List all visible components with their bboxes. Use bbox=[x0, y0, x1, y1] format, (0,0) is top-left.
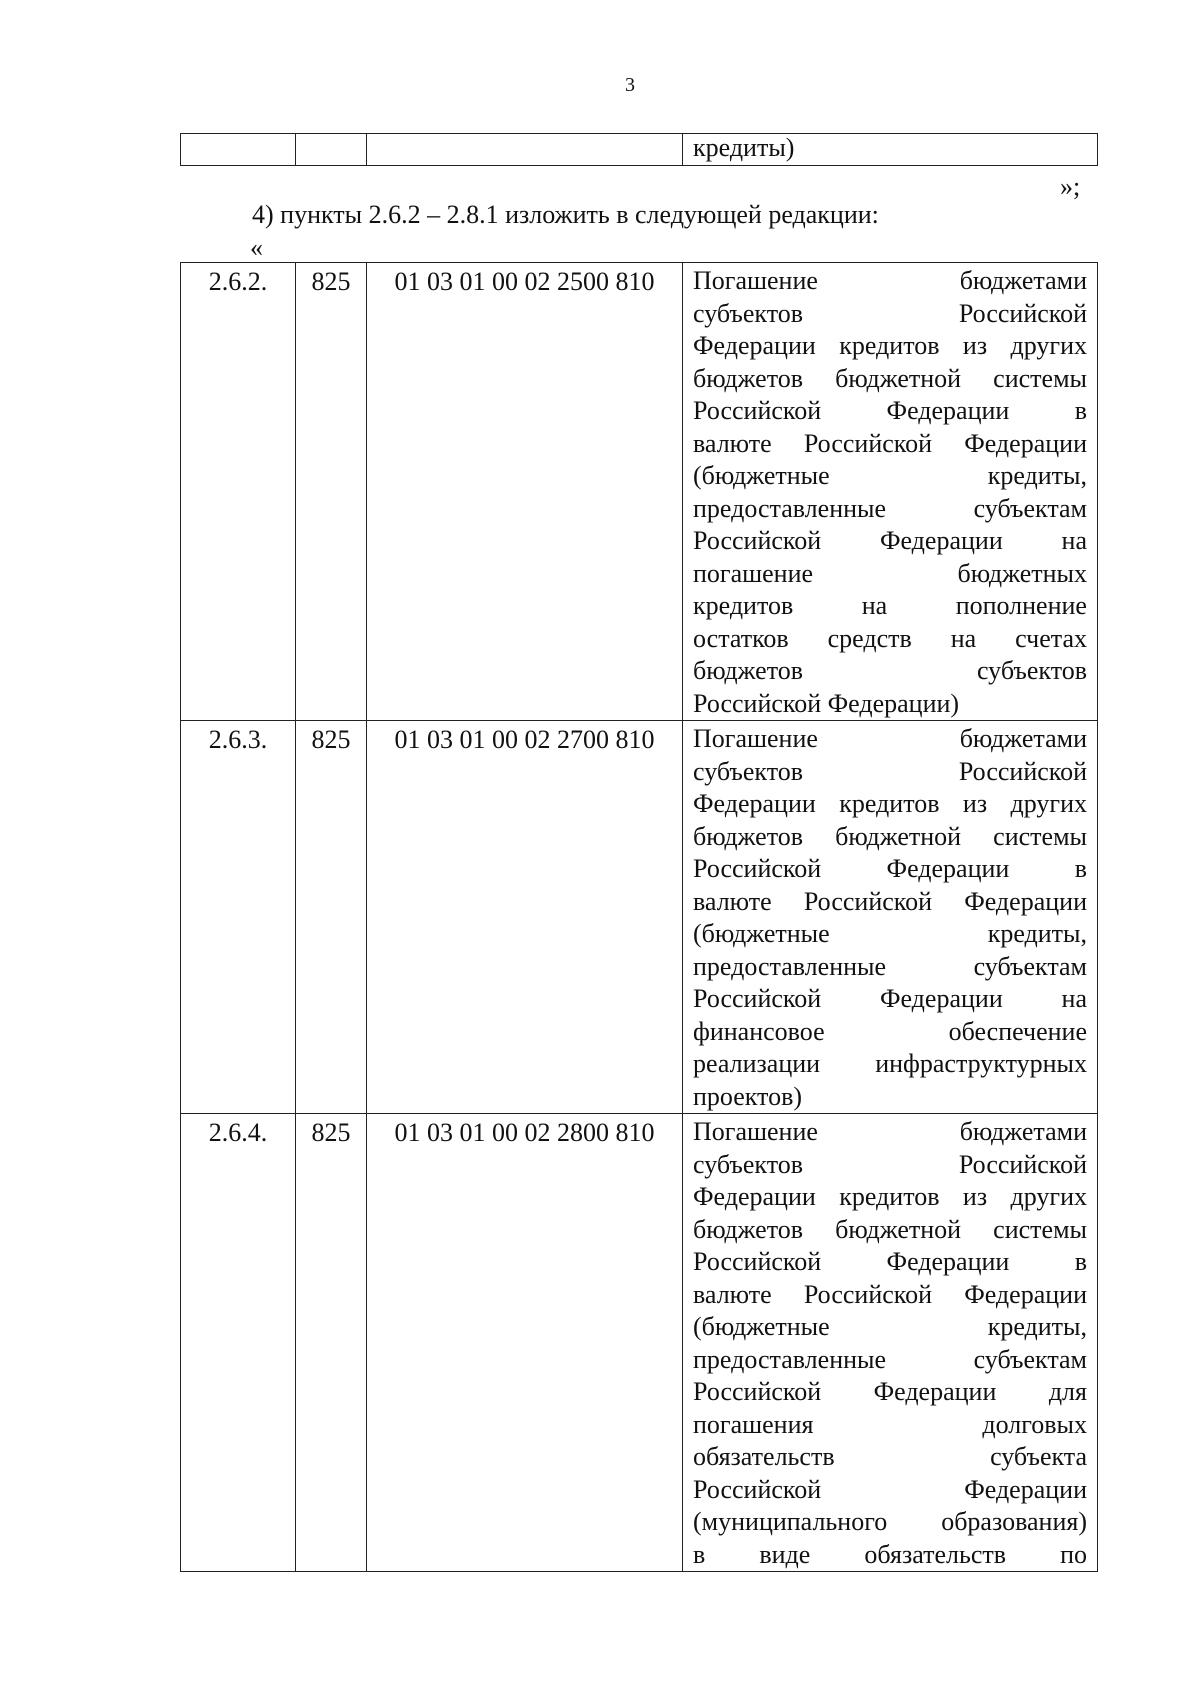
description-word: в bbox=[1074, 854, 1087, 883]
description-word: долговых bbox=[982, 1409, 1087, 1439]
row-number: 2.6.4. bbox=[181, 1114, 296, 1572]
description-word: (бюджетные bbox=[693, 1312, 830, 1341]
description-line bbox=[693, 265, 1087, 298]
description-word: кредитов bbox=[839, 331, 940, 360]
description-word: Федерации bbox=[964, 886, 1087, 916]
description-word: Российской bbox=[693, 526, 822, 555]
description-word: пополнение bbox=[955, 591, 1087, 620]
description-line bbox=[693, 1344, 1087, 1377]
description-word: кредиты, bbox=[987, 919, 1087, 948]
row-admin-code: 825 bbox=[296, 263, 367, 721]
description-word: финансовое bbox=[693, 1016, 825, 1046]
description-word: бюджетами bbox=[959, 266, 1087, 295]
description-word: Российской Федерации) bbox=[693, 688, 960, 718]
description-line bbox=[693, 298, 1087, 331]
description-line bbox=[693, 1506, 1087, 1539]
row-number: 2.6.2. bbox=[181, 263, 296, 721]
description-word: образования) bbox=[941, 1507, 1087, 1536]
description-word: средств bbox=[827, 623, 912, 653]
description-word: бюджетной bbox=[835, 821, 962, 851]
row-admin-code: 825 bbox=[296, 721, 367, 1114]
description-word: на bbox=[1061, 984, 1087, 1013]
description-word: в bbox=[693, 1539, 706, 1569]
description-line bbox=[693, 493, 1087, 526]
description-word: Российской bbox=[693, 396, 822, 425]
description-word: кредитов bbox=[839, 789, 940, 818]
description-line bbox=[693, 1048, 1087, 1081]
description-word: Федерации bbox=[693, 331, 816, 360]
description-word: Российской bbox=[693, 984, 822, 1013]
table-cell-description bbox=[683, 134, 1098, 166]
description-word: субъектов bbox=[693, 298, 804, 328]
description-line bbox=[693, 460, 1087, 493]
description-word: (бюджетные bbox=[693, 461, 830, 490]
row-admin-code: 825 bbox=[296, 1114, 367, 1572]
description-word: Российской bbox=[803, 428, 932, 458]
description-word: Российской bbox=[958, 1149, 1087, 1179]
description-word: бюджетов bbox=[693, 1214, 804, 1244]
table-cell-number bbox=[181, 134, 296, 166]
description-word: из bbox=[962, 331, 988, 360]
description-word: Федерации bbox=[886, 854, 1010, 883]
table-row bbox=[181, 721, 1098, 1114]
description-word: системы bbox=[993, 821, 1087, 851]
description-line bbox=[693, 1246, 1087, 1279]
description-line bbox=[693, 756, 1087, 789]
description-word: Федерации bbox=[964, 1279, 1087, 1309]
description-word: Федерации bbox=[886, 1247, 1010, 1276]
description-word: (муниципального bbox=[693, 1507, 888, 1536]
description-line bbox=[693, 590, 1087, 623]
budget-codes-table bbox=[180, 262, 1098, 1572]
description-line bbox=[693, 1016, 1087, 1049]
description-word: Российской bbox=[693, 1377, 822, 1406]
description-line bbox=[693, 886, 1087, 919]
description-word: субъектов bbox=[693, 756, 804, 786]
description-line bbox=[693, 1116, 1087, 1149]
description-word: субъектам bbox=[973, 951, 1087, 981]
description-word: обязательств bbox=[693, 1442, 835, 1471]
description-line bbox=[693, 918, 1087, 951]
description-line bbox=[693, 395, 1087, 428]
description-word: в bbox=[1074, 396, 1087, 425]
description-line bbox=[693, 623, 1087, 656]
description-line bbox=[693, 558, 1087, 591]
description-word: погашения bbox=[693, 1409, 814, 1439]
description-word: счетах bbox=[1015, 623, 1087, 653]
description-word: бюджетов bbox=[693, 363, 804, 393]
description-line bbox=[693, 1539, 1087, 1572]
table-cell-admin-code bbox=[296, 134, 367, 166]
row-number: 2.6.3. bbox=[181, 721, 296, 1114]
description-word: проектов) bbox=[693, 1081, 803, 1111]
description-word: из bbox=[962, 789, 988, 818]
description-word: бюджетных bbox=[957, 558, 1087, 588]
description-word: субъектам bbox=[973, 1344, 1087, 1374]
description-line bbox=[693, 788, 1087, 821]
description-word: обеспечение bbox=[948, 1016, 1087, 1046]
description-word: Российской bbox=[693, 1474, 822, 1504]
continued-table-fragment bbox=[180, 133, 1098, 166]
description-word: валюте bbox=[693, 428, 772, 458]
description-word: на bbox=[1061, 526, 1087, 555]
closing-quote: »; bbox=[1060, 172, 1081, 201]
row-classification-code: 01 03 01 00 02 2700 810 bbox=[367, 721, 683, 1114]
description-word: Погашение bbox=[693, 1117, 818, 1146]
description-word: Российской bbox=[693, 854, 822, 883]
table-row bbox=[181, 134, 1098, 166]
description-word: предоставленные bbox=[693, 493, 887, 523]
description-word: валюте bbox=[693, 886, 772, 916]
description-word: Погашение bbox=[693, 724, 818, 753]
row-classification-code: 01 03 01 00 02 2800 810 bbox=[367, 1114, 683, 1572]
description-word: Российской bbox=[803, 886, 932, 916]
description-line bbox=[693, 1279, 1087, 1312]
description-word: других bbox=[1010, 331, 1087, 360]
description-word: Российской bbox=[958, 756, 1087, 786]
description-word: Погашение bbox=[693, 266, 818, 295]
description-word: реализации bbox=[693, 1049, 821, 1078]
description-word: кредиты, bbox=[987, 1312, 1087, 1341]
description-word: Федерации bbox=[964, 1474, 1087, 1504]
description-line bbox=[693, 723, 1087, 756]
description-word: Федерации bbox=[964, 428, 1087, 458]
description-line bbox=[693, 655, 1087, 688]
description-word: для bbox=[1048, 1377, 1087, 1406]
description-word: субъектов bbox=[693, 1149, 804, 1179]
description-word: других bbox=[1010, 1182, 1087, 1211]
description-word: из bbox=[962, 1182, 988, 1211]
description-word: виде bbox=[759, 1539, 811, 1569]
row-description bbox=[683, 1114, 1098, 1572]
description-line bbox=[693, 1081, 1087, 1114]
description-word: инфраструктурных bbox=[875, 1049, 1087, 1078]
description-line bbox=[693, 821, 1087, 854]
description-line bbox=[693, 1409, 1087, 1442]
description-continuation: кредиты) bbox=[693, 133, 795, 162]
amendment-instruction: 4) пункты 2.6.2 – 2.8.1 изложить в следующей редакции: bbox=[252, 200, 879, 229]
description-line bbox=[693, 951, 1087, 984]
table-cell-code bbox=[367, 134, 683, 166]
description-word: кредиты, bbox=[987, 461, 1087, 490]
description-word: Федерации bbox=[873, 1377, 997, 1406]
description-word: валюте bbox=[693, 1279, 772, 1309]
row-description bbox=[683, 263, 1098, 721]
description-word: Федерации bbox=[879, 526, 1003, 555]
description-word: бюджетов bbox=[693, 821, 804, 851]
description-word: на bbox=[861, 591, 888, 620]
opening-quote: « bbox=[250, 233, 263, 262]
description-word: в bbox=[1074, 1247, 1087, 1276]
description-word: других bbox=[1010, 789, 1087, 818]
description-line bbox=[693, 853, 1087, 886]
description-word: Российской bbox=[958, 298, 1087, 328]
description-word: Федерации bbox=[886, 396, 1010, 425]
description-word: субъектам bbox=[973, 493, 1087, 523]
description-line bbox=[693, 1441, 1087, 1474]
description-line bbox=[693, 1214, 1087, 1247]
description-word: предоставленные bbox=[693, 951, 887, 981]
description-word: на bbox=[950, 623, 977, 653]
description-word: (бюджетные bbox=[693, 919, 830, 948]
description-word: бюджетов bbox=[693, 656, 804, 685]
description-word: остатков bbox=[693, 623, 789, 653]
description-word: Российской bbox=[803, 1279, 932, 1309]
description-line bbox=[693, 983, 1087, 1016]
page-number: 3 bbox=[625, 74, 635, 96]
table-row bbox=[181, 1114, 1098, 1572]
description-word: бюджетной bbox=[835, 1214, 962, 1244]
description-line bbox=[693, 330, 1087, 363]
description-word: бюджетами bbox=[959, 724, 1087, 753]
description-word: по bbox=[1060, 1539, 1087, 1569]
description-word: погашение bbox=[693, 558, 814, 588]
description-word: обязательств bbox=[864, 1539, 1006, 1569]
description-word: системы bbox=[993, 363, 1087, 393]
description-word: предоставленные bbox=[693, 1344, 887, 1374]
description-line bbox=[693, 1149, 1087, 1182]
description-line bbox=[693, 1311, 1087, 1344]
description-line bbox=[693, 525, 1087, 558]
row-classification-code: 01 03 01 00 02 2500 810 bbox=[367, 263, 683, 721]
description-word: Федерации bbox=[693, 1182, 816, 1211]
description-word: Федерации bbox=[879, 984, 1003, 1013]
description-line bbox=[693, 1376, 1087, 1409]
description-word: Федерации bbox=[693, 789, 816, 818]
description-word: Российской bbox=[693, 1247, 822, 1276]
description-word: бюджетной bbox=[835, 363, 962, 393]
description-word: субъектов bbox=[976, 656, 1087, 685]
description-line bbox=[693, 688, 1087, 721]
row-description bbox=[683, 721, 1098, 1114]
description-word: субъекта bbox=[990, 1442, 1087, 1471]
table-row bbox=[181, 263, 1098, 721]
description-line bbox=[693, 428, 1087, 461]
description-line bbox=[693, 1181, 1087, 1214]
description-word: бюджетами bbox=[959, 1117, 1087, 1146]
description-word: кредитов bbox=[839, 1182, 940, 1211]
description-word: системы bbox=[993, 1214, 1087, 1244]
description-line bbox=[693, 363, 1087, 396]
description-word: кредитов bbox=[693, 591, 794, 620]
description-line bbox=[693, 1474, 1087, 1507]
